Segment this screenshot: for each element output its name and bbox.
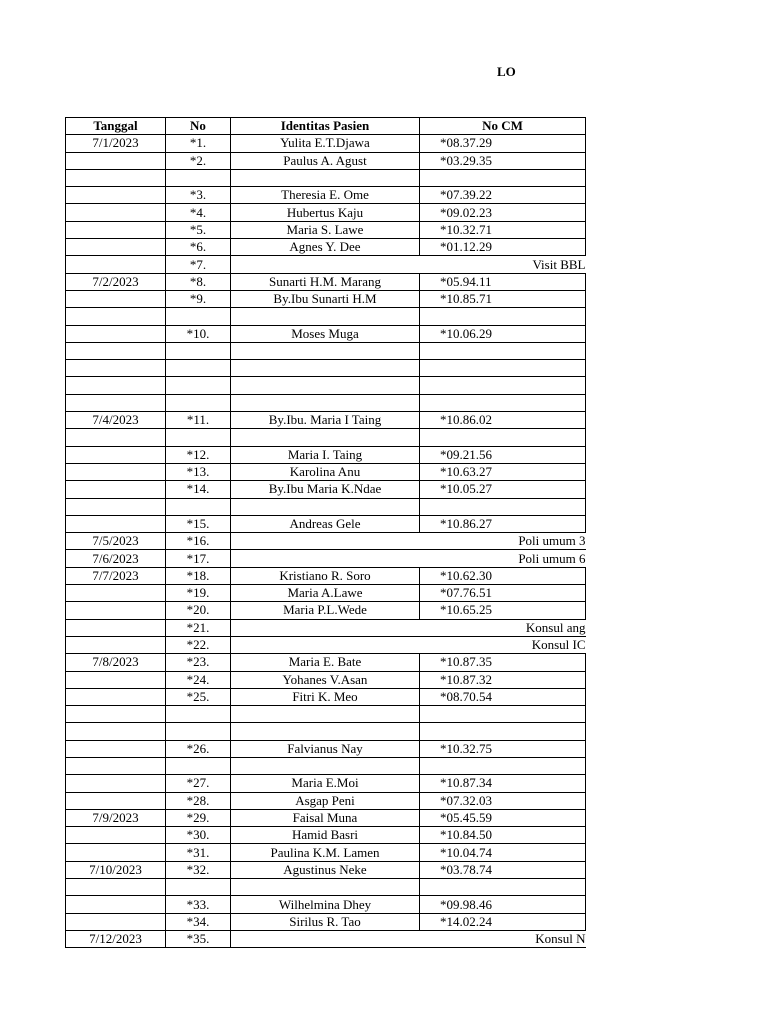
cell-no [166,308,231,325]
table-row [66,636,586,653]
cell-identitas-pasien: By.Ibu Sunarti H.M [231,290,420,307]
cell-tanggal [66,498,166,515]
cell-no: *31. [166,844,231,861]
table-row [66,654,586,671]
cell-identitas-pasien: Agnes Y. Dee [231,239,420,256]
cell-no-cm: *10.65.25 [420,602,586,619]
cell-identitas-pasien: Asgap Peni [231,792,420,809]
table-row [66,723,586,740]
cell-identitas-pasien: Moses Muga [231,325,420,342]
cell-no: *7. [166,256,231,273]
cell-tanggal [66,723,166,740]
cell-no [166,342,231,359]
cell-identitas-pasien: By.Ibu Maria K.Ndae [231,481,420,498]
cell-no: *21. [166,619,231,636]
cell-no-cm [420,394,586,411]
cell-identitas-pasien: Paulus A. Agust [231,152,420,169]
cell-no: *13. [166,463,231,480]
table-row [66,930,586,947]
cell-identitas-pasien [231,169,420,186]
cell-no-cm: *05.94.11 [420,273,586,290]
table-row [66,135,586,152]
cell-tanggal: 7/5/2023 [66,533,166,550]
cell-no: *23. [166,654,231,671]
cell-tanggal [66,325,166,342]
cell-no-cm [420,498,586,515]
cell-tanggal [66,585,166,602]
cell-no [166,377,231,394]
table-row [66,671,586,688]
cell-no-cm: *07.76.51 [420,585,586,602]
cell-no-cm [420,360,586,377]
cell-no: *16. [166,533,231,550]
cell-identitas-pasien: Kristiano R. Soro [231,567,420,584]
cell-no-cm: *07.32.03 [420,792,586,809]
cell-tanggal [66,792,166,809]
cell-no: *20. [166,602,231,619]
cell-identitas-pasien: Maria P.L.Wede [231,602,420,619]
table-row [66,481,586,498]
cell-no-cm: *03.78.74 [420,861,586,878]
cell-tanggal: 7/9/2023 [66,809,166,826]
cell-identitas-pasien: Maria E.Moi [231,775,420,792]
cell-identitas-pasien: Sunarti H.M. Marang [231,273,420,290]
cell-tanggal [66,775,166,792]
cell-tanggal [66,256,166,273]
cell-no: *14. [166,481,231,498]
table-row [66,394,586,411]
table-row [66,221,586,238]
cell-no: *34. [166,913,231,930]
patient-log-table [65,117,586,948]
cell-tanggal [66,740,166,757]
cell-no: *10. [166,325,231,342]
cell-no: *24. [166,671,231,688]
table-row [66,585,586,602]
cell-tanggal [66,463,166,480]
cell-identitas-pasien: Theresia E. Ome [231,187,420,204]
cell-no-cm [420,377,586,394]
table-row [66,342,586,359]
cell-tanggal [66,290,166,307]
cell-tanggal: 7/7/2023 [66,567,166,584]
cell-no-cm: *07.39.22 [420,187,586,204]
table-row [66,844,586,861]
table-row [66,463,586,480]
table-row [66,533,586,550]
cell-identitas-pasien [231,498,420,515]
cell-no: *2. [166,152,231,169]
table-row [66,896,586,913]
cell-identitas-pasien: Fitri K. Meo [231,688,420,705]
cell-tanggal [66,515,166,532]
cell-note: Konsul N [231,930,586,947]
cell-identitas-pasien [231,723,420,740]
cell-no-cm: *10.84.50 [420,827,586,844]
cell-no-cm: *03.29.35 [420,152,586,169]
header-identitas-pasien: Identitas Pasien [231,118,420,135]
table-row [66,204,586,221]
cell-tanggal [66,342,166,359]
cell-no: *32. [166,861,231,878]
table-row [66,239,586,256]
cell-note: Visit BBL [231,256,586,273]
table-row [66,688,586,705]
cell-no-cm: *14.02.24 [420,913,586,930]
cell-tanggal [66,636,166,653]
cell-no-cm: *05.45.59 [420,809,586,826]
cell-tanggal: 7/1/2023 [66,135,166,152]
cell-no-cm [420,308,586,325]
cell-identitas-pasien: Wilhelmina Dhey [231,896,420,913]
cell-note: Konsul IC [231,636,586,653]
cell-identitas-pasien [231,394,420,411]
cell-no: *15. [166,515,231,532]
cell-no-cm: *09.21.56 [420,446,586,463]
table-row [66,706,586,723]
header-no-cm: No CM [420,118,586,135]
cell-no-cm: *09.98.46 [420,896,586,913]
cell-no [166,169,231,186]
cell-no: *30. [166,827,231,844]
cell-no: *3. [166,187,231,204]
cell-tanggal [66,481,166,498]
cell-no: *28. [166,792,231,809]
cell-no-cm: *10.86.02 [420,412,586,429]
cell-identitas-pasien: Hubertus Kaju [231,204,420,221]
cell-tanggal [66,360,166,377]
cell-no-cm [420,879,586,896]
table-header-row [66,118,586,135]
cell-no: *22. [166,636,231,653]
cell-tanggal [66,169,166,186]
table-row [66,169,586,186]
cell-tanggal [66,706,166,723]
cell-no: *19. [166,585,231,602]
table-row [66,429,586,446]
page-title: LO [497,64,516,79]
cell-tanggal [66,308,166,325]
cell-no-cm: *10.04.74 [420,844,586,861]
cell-identitas-pasien: By.Ibu. Maria I Taing [231,412,420,429]
cell-no-cm: *10.32.71 [420,221,586,238]
cell-no [166,360,231,377]
cell-tanggal [66,204,166,221]
cell-tanggal [66,896,166,913]
cell-no: *27. [166,775,231,792]
table-row [66,273,586,290]
cell-tanggal: 7/8/2023 [66,654,166,671]
table-row [66,879,586,896]
cell-no: *8. [166,273,231,290]
cell-tanggal [66,429,166,446]
cell-tanggal [66,913,166,930]
table-row [66,619,586,636]
table-row [66,446,586,463]
table-row [66,187,586,204]
cell-tanggal: 7/6/2023 [66,550,166,567]
cell-identitas-pasien [231,360,420,377]
cell-tanggal [66,446,166,463]
cell-identitas-pasien [231,706,420,723]
cell-identitas-pasien [231,879,420,896]
cell-no-cm: *10.86.27 [420,515,586,532]
cell-identitas-pasien: Faisal Muna [231,809,420,826]
table-row [66,256,586,273]
cell-identitas-pasien: Maria I. Taing [231,446,420,463]
cell-no: *33. [166,896,231,913]
cell-no: *9. [166,290,231,307]
cell-no: *4. [166,204,231,221]
table-row [66,515,586,532]
cell-tanggal [66,152,166,169]
cell-no [166,706,231,723]
cell-tanggal [66,239,166,256]
cell-no-cm: *10.62.30 [420,567,586,584]
table-row [66,602,586,619]
table-row [66,861,586,878]
cell-tanggal [66,221,166,238]
cell-no-cm: *09.02.23 [420,204,586,221]
cell-no [166,394,231,411]
table-row [66,775,586,792]
cell-no-cm: *10.87.34 [420,775,586,792]
cell-no [166,879,231,896]
cell-identitas-pasien: Paulina K.M. Lamen [231,844,420,861]
cell-tanggal [66,187,166,204]
cell-tanggal [66,394,166,411]
cell-no: *18. [166,567,231,584]
cell-no: *35. [166,930,231,947]
table-row [66,740,586,757]
header-no: No [166,118,231,135]
cell-tanggal [66,879,166,896]
cell-tanggal [66,844,166,861]
cell-no [166,498,231,515]
cell-identitas-pasien [231,308,420,325]
cell-no-cm [420,429,586,446]
cell-tanggal: 7/4/2023 [66,412,166,429]
table-row [66,325,586,342]
cell-no-cm [420,706,586,723]
cell-identitas-pasien [231,429,420,446]
table-row [66,308,586,325]
table-row [66,290,586,307]
cell-tanggal: 7/10/2023 [66,861,166,878]
cell-no: *6. [166,239,231,256]
cell-no-cm: *10.32.75 [420,740,586,757]
cell-no-cm: *08.70.54 [420,688,586,705]
table-row [66,152,586,169]
cell-tanggal [66,671,166,688]
table-row [66,360,586,377]
cell-tanggal [66,602,166,619]
table-row [66,792,586,809]
patient-log-table-container [65,117,586,948]
cell-no-cm: *10.85.71 [420,290,586,307]
cell-identitas-pasien: Maria A.Lawe [231,585,420,602]
cell-no [166,723,231,740]
table-row [66,913,586,930]
cell-no-cm [420,342,586,359]
cell-no-cm: *10.87.32 [420,671,586,688]
cell-identitas-pasien: Yulita E.T.Djawa [231,135,420,152]
cell-no: *26. [166,740,231,757]
cell-tanggal [66,757,166,774]
cell-no [166,429,231,446]
cell-no: *29. [166,809,231,826]
cell-tanggal: 7/12/2023 [66,930,166,947]
cell-identitas-pasien [231,757,420,774]
table-row [66,498,586,515]
cell-identitas-pasien: Maria E. Bate [231,654,420,671]
cell-identitas-pasien: Hamid Basri [231,827,420,844]
cell-identitas-pasien: Andreas Gele [231,515,420,532]
cell-tanggal: 7/2/2023 [66,273,166,290]
cell-no: *12. [166,446,231,463]
cell-identitas-pasien: Sirilus R. Tao [231,913,420,930]
cell-identitas-pasien: Yohanes V.Asan [231,671,420,688]
cell-tanggal [66,377,166,394]
cell-tanggal [66,619,166,636]
table-row [66,377,586,394]
cell-no-cm [420,169,586,186]
cell-note: Poli umum 6 [231,550,586,567]
cell-no-cm [420,723,586,740]
table-row [66,827,586,844]
cell-tanggal [66,827,166,844]
cell-no-cm: *01.12.29 [420,239,586,256]
header-tanggal: Tanggal [66,118,166,135]
cell-no-cm: *10.87.35 [420,654,586,671]
table-row [66,550,586,567]
cell-identitas-pasien [231,342,420,359]
cell-no: *5. [166,221,231,238]
cell-note: Konsul ang [231,619,586,636]
table-row [66,809,586,826]
cell-identitas-pasien: Agustinus Neke [231,861,420,878]
cell-identitas-pasien: Karolina Anu [231,463,420,480]
cell-no: *1. [166,135,231,152]
cell-no: *25. [166,688,231,705]
table-row [66,757,586,774]
cell-no: *11. [166,412,231,429]
cell-no-cm: *10.63.27 [420,463,586,480]
cell-note: Poli umum 3 [231,533,586,550]
cell-no-cm: *10.06.29 [420,325,586,342]
cell-no-cm: *08.37.29 [420,135,586,152]
cell-identitas-pasien [231,377,420,394]
cell-identitas-pasien: Maria S. Lawe [231,221,420,238]
cell-identitas-pasien: Falvianus Nay [231,740,420,757]
cell-no-cm [420,757,586,774]
cell-no-cm: *10.05.27 [420,481,586,498]
table-row [66,412,586,429]
cell-no [166,757,231,774]
table-row [66,567,586,584]
cell-no: *17. [166,550,231,567]
cell-tanggal [66,688,166,705]
